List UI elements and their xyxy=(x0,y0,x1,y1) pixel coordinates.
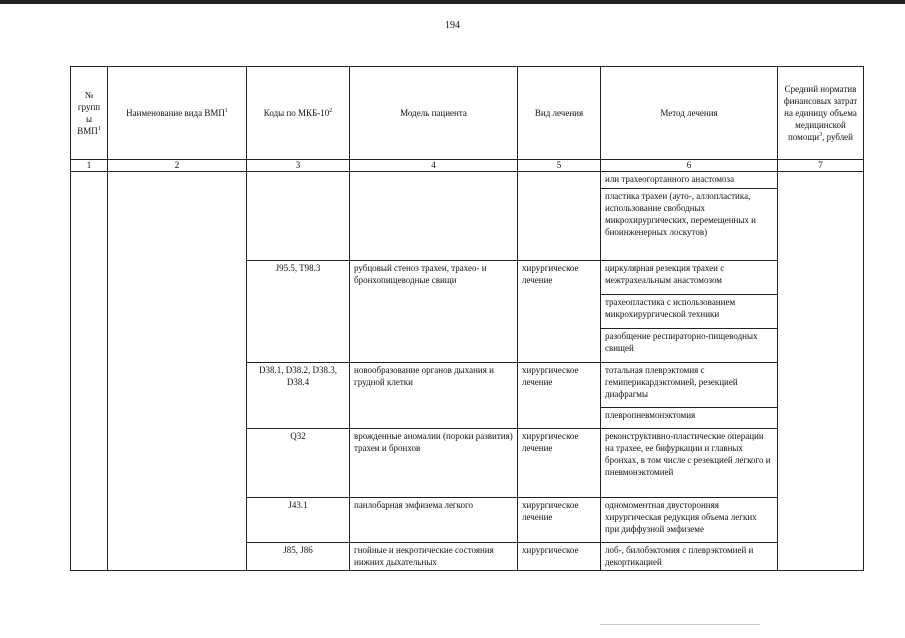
top-border xyxy=(0,0,905,4)
scan-artifact-line xyxy=(600,624,760,625)
treatment-method-cell: плевропневмонэктомия xyxy=(601,408,778,429)
treatment-method-cell: циркулярная резекция трахеи с межтрахеальным анастомозом xyxy=(601,261,778,295)
table-row xyxy=(71,172,864,189)
treatment-method-cell: тотальная плеврэктомия с гемиперикардэктомией, резекцией диафрагмы xyxy=(601,363,778,408)
icd-code-cell: J43.1 xyxy=(247,498,350,543)
patient-model-cell xyxy=(350,172,518,261)
group-number-cell xyxy=(71,172,108,571)
treatment-type-cell: хирургическое лечение xyxy=(518,498,601,543)
treatment-method-cell: реконструктивно-пластические операции на трахее, ее бифуркации и главных бронхах, в том числе с резекцией легкого и пневмонэктомией xyxy=(601,429,778,498)
header-row xyxy=(71,67,864,160)
icd-code-cell: J85, J86 xyxy=(247,543,350,571)
patient-model-cell: врожденные аномалии (пороки развития) трахеи и бронхов xyxy=(350,429,518,498)
icd-code-cell: Q32 xyxy=(247,429,350,498)
column-number: 5 xyxy=(518,160,601,172)
patient-model-cell: панлобарная эмфизема легкого xyxy=(350,498,518,543)
header-group-number: № групп ы ВМП$^1$ xyxy=(71,67,108,160)
column-number: 7 xyxy=(778,160,864,172)
treatment-method-cell: или трахеогортанного анастомоза xyxy=(601,172,778,189)
treatment-method-cell: трахеопластика с использованием микрохирургической техники xyxy=(601,295,778,329)
page-number: 194 xyxy=(445,20,460,31)
treatment-type-cell: хирургическое лечение xyxy=(518,363,601,429)
treatment-method-cell: одномоментная двусторонняя хирургическая редукция объема легких при диффузной эмфиземе xyxy=(601,498,778,543)
header-cost-standard: Средний норматив финансовых затрат на единицу объема медицинской помощи$^3$, рублей xyxy=(778,67,864,160)
icd-code-cell: D38.1, D38.2, D38.3, D38.4 xyxy=(247,363,350,429)
patient-model-cell: рубцовый стеноз трахеи, трахео- и бронхопищеводные свищи xyxy=(350,261,518,363)
column-number-row xyxy=(71,160,864,172)
treatment-type-cell: хирургическое лечение xyxy=(518,429,601,498)
vmp-name-cell xyxy=(108,172,247,571)
header-vmp-name: Наименование вида ВМП$^1$ xyxy=(108,67,247,160)
header-patient-model: Модель пациента xyxy=(350,67,518,160)
vmp-table xyxy=(70,66,864,571)
treatment-type-cell: хирургическое xyxy=(518,543,601,571)
patient-model-cell: гнойные и некротические состояния нижних дыхательных xyxy=(350,543,518,571)
icd-code-cell: J95.5, T98.3 xyxy=(247,261,350,363)
column-number: 3 xyxy=(247,160,350,172)
header-icd-codes: Коды по МКБ-$10^2$ xyxy=(247,67,350,160)
column-number: 4 xyxy=(350,160,518,172)
header-treatment-type: Вид лечения xyxy=(518,67,601,160)
treatment-type-cell xyxy=(518,172,601,261)
column-number: 6 xyxy=(601,160,778,172)
patient-model-cell: новообразование органов дыхания и грудной клетки xyxy=(350,363,518,429)
icd-code-cell xyxy=(247,172,350,261)
column-number: 2 xyxy=(108,160,247,172)
column-number: 1 xyxy=(71,160,108,172)
treatment-method-cell: лоб-, билобэктомия с плеврэктомией и декортикацией xyxy=(601,543,778,571)
cost-cell xyxy=(778,172,864,571)
treatment-method-cell: разобщение респираторно-пищеводных свищей xyxy=(601,329,778,363)
treatment-type-cell: хирургическое лечение xyxy=(518,261,601,363)
treatment-method-cell: пластика трахеи (ауто-, аллопластика, использование свободных микрохирургических, перемещенных и биоинженерных лоскутов) xyxy=(601,189,778,261)
header-treatment-method: Метод лечения xyxy=(601,67,778,160)
